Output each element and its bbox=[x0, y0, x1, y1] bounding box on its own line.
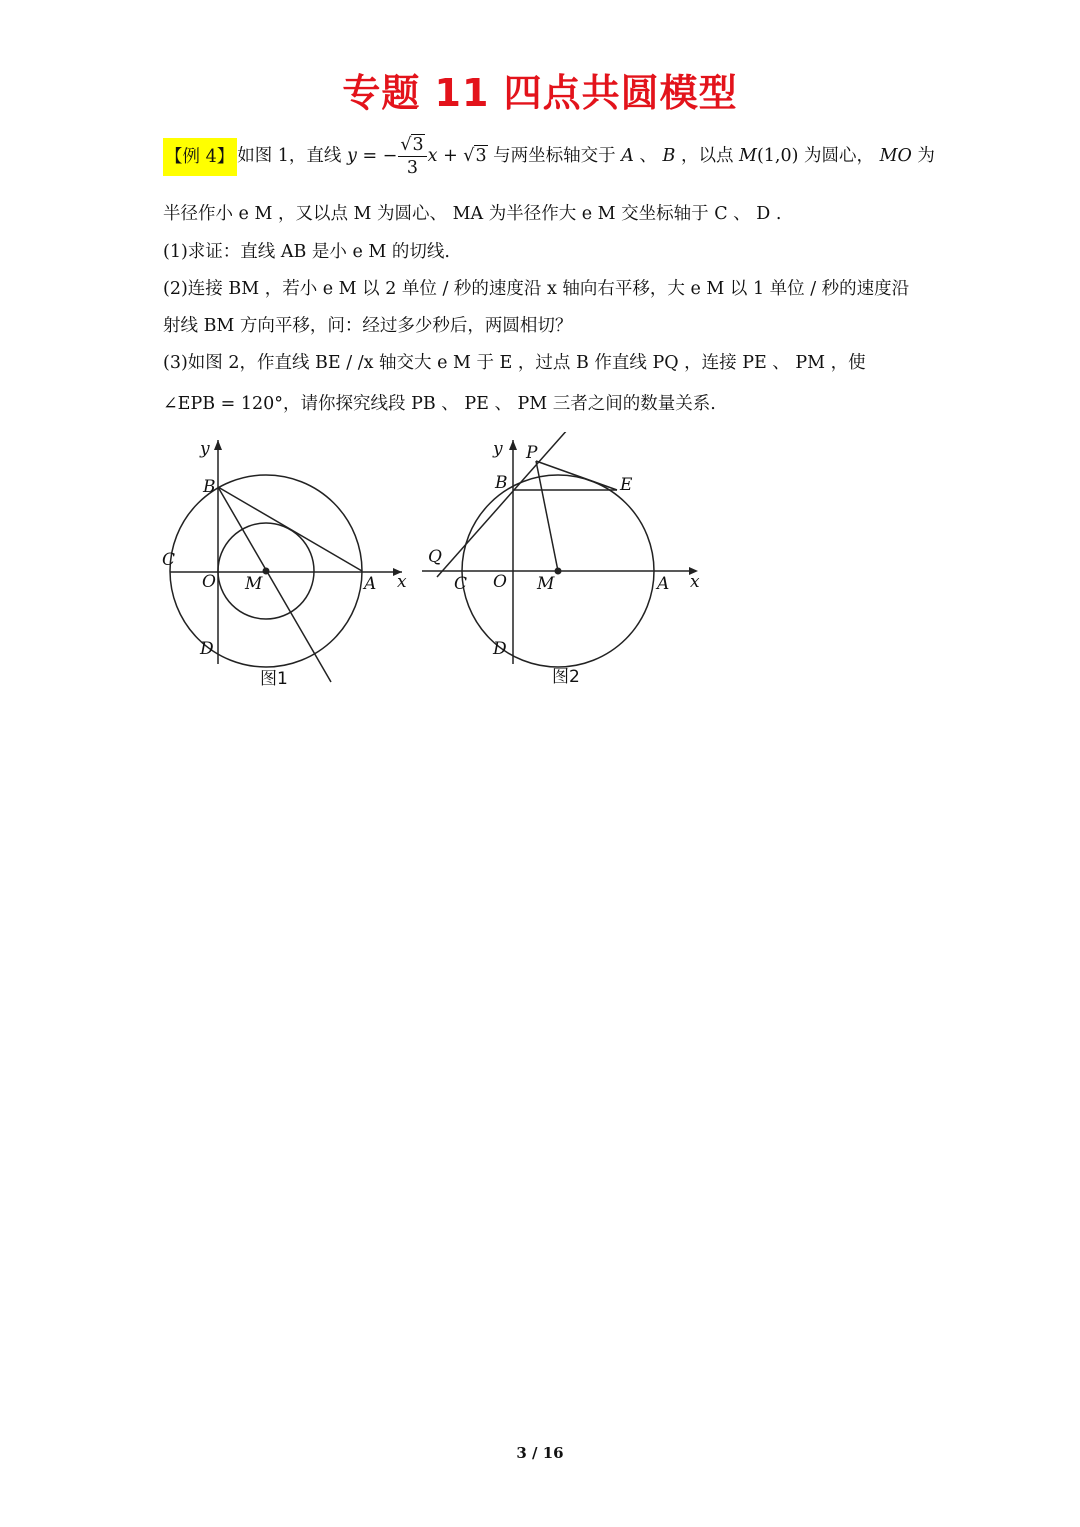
fig2-label-x: x bbox=[690, 572, 700, 592]
fig1-line-AB bbox=[218, 487, 362, 571]
fig2-label-P: P bbox=[526, 443, 538, 463]
frac-denominator: 3 bbox=[406, 158, 419, 178]
fig2-label-E: E bbox=[620, 475, 633, 495]
point-B: B bbox=[662, 146, 676, 166]
fig1-label-y: y bbox=[200, 439, 210, 459]
fig1-ray-BM bbox=[218, 487, 331, 682]
fig2-label-C: C bbox=[454, 574, 468, 594]
question-1: (1)求证：直线 AB 是小 e M 的切线. bbox=[163, 242, 450, 262]
fig1-label-O: O bbox=[202, 572, 216, 592]
point-M: M bbox=[739, 146, 757, 166]
fig1-caption: 图1 bbox=[260, 669, 288, 689]
fig1-label-M: M bbox=[245, 574, 263, 594]
line1-text-e: 为 bbox=[911, 146, 935, 166]
fig1-center-dot bbox=[263, 568, 270, 575]
line1-text-c: ，以点 bbox=[675, 146, 740, 166]
question-3-line-2: ∠EPB = 120°，请你探究线段 PB 、 PE 、 PM 三者之间的数量关系. bbox=[163, 394, 716, 414]
fig2-segment-PM bbox=[536, 461, 558, 571]
sep: 、 bbox=[633, 146, 663, 166]
example-line-2: 半径作小 e M ，又以点 M 为圆心、 MA 为半径作大 e M 交坐标轴于 C 、 D . bbox=[163, 204, 782, 224]
frac-numerator: 3 bbox=[412, 135, 424, 155]
page-title: 专题 11 四点共圆模型 bbox=[342, 71, 738, 115]
question-3-line-1: (3)如图 2，作直线 BE / /x 轴交大 e M 于 E ，过点 B 作直线 PQ ，连接 PE 、 PM ，使 bbox=[163, 353, 866, 373]
eq-x: x bbox=[427, 146, 438, 166]
eq-equals: = − bbox=[356, 146, 398, 166]
fig1-label-A: A bbox=[364, 574, 377, 594]
fig2-label-O: O bbox=[493, 572, 507, 592]
fig1-y-arrow bbox=[214, 440, 222, 450]
eq-sqrt3: 3 bbox=[475, 146, 487, 166]
line1-text-d: 为圆心， bbox=[798, 146, 880, 166]
fig2-caption: 图2 bbox=[552, 667, 580, 687]
eq-y: y bbox=[346, 146, 357, 166]
fig1-label-x: x bbox=[397, 572, 407, 592]
page-number: 3 / 16 bbox=[516, 1444, 564, 1462]
eq-plus: + bbox=[437, 146, 464, 166]
fraction-sqrt3-over-3: $\frac{√3}{3}$ bbox=[398, 134, 426, 179]
segment-MO: MO bbox=[879, 146, 912, 166]
fig2-label-M: M bbox=[537, 574, 555, 594]
fig2-label-D: D bbox=[493, 639, 507, 659]
fig1-label-D: D bbox=[200, 639, 214, 659]
fig2-y-arrow bbox=[509, 440, 517, 450]
line1-text-b: 与两坐标轴交于 bbox=[487, 146, 622, 166]
example-badge: 【例 4】 bbox=[163, 138, 237, 176]
figures bbox=[150, 432, 720, 697]
fig2-label-A: A bbox=[657, 574, 670, 594]
fig2-center-dot bbox=[555, 568, 562, 575]
line1-text-a: 如图 1，直线 bbox=[237, 146, 342, 166]
coord: (1,0) bbox=[756, 146, 799, 166]
fig2-label-Q: Q bbox=[428, 547, 442, 567]
point-A: A bbox=[621, 146, 634, 166]
question-2-line-2: 射线 BM 方向平移，问：经过多少秒后，两圆相切？ bbox=[163, 316, 573, 336]
fig2-label-B: B bbox=[495, 473, 508, 493]
question-2-line-1: (2)连接 BM ，若小 e M 以 2 单位 / 秒的速度沿 x 轴向右平移，大 e M 以 1 单位 / 秒的速度沿 bbox=[163, 279, 910, 299]
fig1-label-B: B bbox=[203, 477, 216, 497]
example-line-1: 【例 4】 如图 1，直线 y = − $\frac{√3}{3}$ x + √3 与两坐标轴交于 A 、 B ，以点 M(1,0) 为圆心， MO 为 bbox=[165, 135, 935, 178]
fig2-label-y: y bbox=[493, 439, 503, 459]
fig1-label-C: C bbox=[162, 550, 176, 570]
